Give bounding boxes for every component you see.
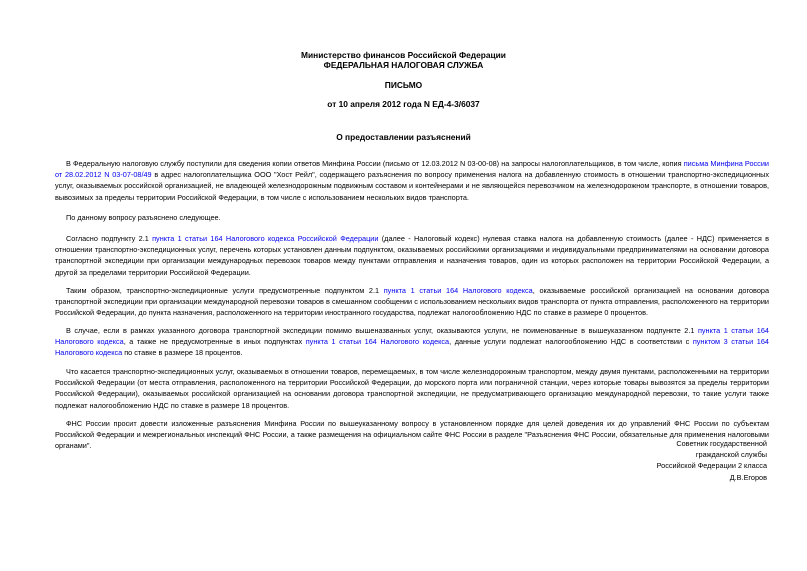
- signature-position-line-3: Российской Федерации 2 класса: [656, 461, 767, 471]
- paragraph-text: В случае, если в рамках указанного договора транспортной экспедиции помимо вышеназванных услуг, оказываются услуги, не поименованные в вышеуказанном подпункте 2.1: [66, 326, 698, 335]
- ministry-name: Министерство финансов Российской Федерации: [301, 50, 506, 60]
- service-name: ФЕДЕРАЛЬНАЯ НАЛОГОВАЯ СЛУЖБА: [323, 60, 484, 70]
- link-tax-code-art-164-p3[interactable]: пунктом 3 статьи 164 Налогового кодекса: [55, 337, 769, 358]
- paragraph-text: , а также не предусмотренные в иных подпунктах: [123, 337, 306, 347]
- paragraph-text: По данному вопросу разъяснено следующее.: [66, 213, 221, 222]
- paragraph-3: [55, 233, 769, 278]
- signature-position-line-1: Советник государственной: [676, 439, 767, 448]
- paragraph-text: Согласно подпункту 2.1: [66, 234, 153, 243]
- signatory-name: Д.В.Егоров: [729, 472, 767, 482]
- paragraph-4: [55, 285, 769, 319]
- paragraph-text: В Федеральную налоговую службу поступили для сведения копии ответов Минфина России (письмо от 12.03.2012 N 03-00-08) на запросы налогоплательщиков, в том числе, копия: [66, 159, 684, 168]
- link-tax-code-art-164[interactable]: пункта 1 статьи 164 Налогового кодекса: [383, 286, 533, 295]
- paragraph-text: по ставке в размере 18 процентов.: [122, 348, 243, 358]
- paragraph-text: ФНС России просит довести изложенные разъяснения Минфина России по вышеуказанному вопросу в установленном порядке для целей доведения их до управлений ФНС России по субъектам Российской Федерации и межрегиональных инспекций ФНС России, а также размещения на официальном сайте ФНС России в разделе "Разъяснения ФНС России, обязательные для применения налоговыми органами".: [55, 419, 769, 451]
- paragraph-text: Таким образом, транспортно-экспедиционные услуги предусмотренные подпунктом 2.1: [66, 286, 384, 295]
- document-date-number: от 10 апреля 2012 года N ЕД-4-3/6037: [327, 99, 480, 109]
- paragraph-text: в адрес налогоплательщика ООО "Хост Рейл", содержащего разъяснения по вопросу применения налога на добавленную стоимость в отношении транспортно-экспедиционных услуг, оказываемых российской организацией, не владеющей железнодорожным подвижным составом и контейнерами и не являющейся перевозчиком на железнодорожном транспорте, в отношении товаров, вывозимых за пределы территории Российской Федерации, в том числе с использованием нескольких видов транспорта.: [55, 170, 770, 202]
- document-subject: О предоставлении разъяснений: [336, 132, 471, 142]
- paragraph-text: , оказываемые российской организацией на основании договора транспортной экспедиции при организации международной перевозки товаров в смешанном сообщении с использованием нескольких видов транспорта от пункта отправления, расположенного на территории Российской Федерации, до пункта назначения, расположенного на территории иностранного государства, подлежат налогообложению НДС по ставке в размере 0 процентов.: [55, 286, 769, 318]
- paragraph-text: , данные услуги подлежат налогообложению НДС в соответствии с: [449, 337, 693, 347]
- link-minfin-letter[interactable]: письма Минфина России от 28.02.2012 N 03-07-08/49: [55, 159, 769, 180]
- link-tax-code-art-164[interactable]: пункта 1 статьи 164 Налогового кодекса: [305, 337, 450, 347]
- paragraph-2: [55, 212, 769, 223]
- link-tax-code-art-164[interactable]: пункта 1 статьи 164 Налогового кодекса Российской Федерации: [152, 234, 379, 243]
- document-type: ПИСЬМО: [384, 80, 423, 90]
- signature-block: [657, 438, 767, 483]
- paragraph-6: [55, 366, 769, 411]
- link-tax-code-art-164[interactable]: пункта 1 статьи 164 Налогового кодекса: [55, 326, 769, 347]
- paragraph-1: [55, 158, 769, 203]
- signature-position-line-2: гражданской службы: [695, 450, 767, 460]
- paragraph-5: [55, 325, 769, 359]
- paragraph-text: Что касается транспортно-экспедиционных услуг, оказываемых в отношении товаров, перемещаемых, в том числе железнодорожным транспортом, между двумя пунктами, расположенными на территории Российской Федерации (от места отправления, расположенного на территории Российской Федерации, до морского порта или пограничной станции, через которые товары вывозятся за пределы территории Российской Федерации), оказываемых российской организацией на основании договора транспортной экспедиции, не предусматривающего организацию международной перевозки, то такие услуги также подлежат налогообложению НДС по ставке в размере 18 процентов.: [55, 367, 769, 410]
- paragraph-text: (далее - Налоговый кодекс) нулевая ставка налога на добавленную стоимость (далее - НДС) применяется в отношении транспортно-экспедиционных услуг, перечень которых установлен данным подпунктом, оказываемых российскими организациями и индивидуальными предпринимателями на основании договора транспортной экспедиции при организации международных перевозок товаров между пунктами отправления и назначения товаров, один из которых расположен на территории Российской Федерации, а другой за пределами территории Российской Федерации.: [55, 234, 769, 277]
